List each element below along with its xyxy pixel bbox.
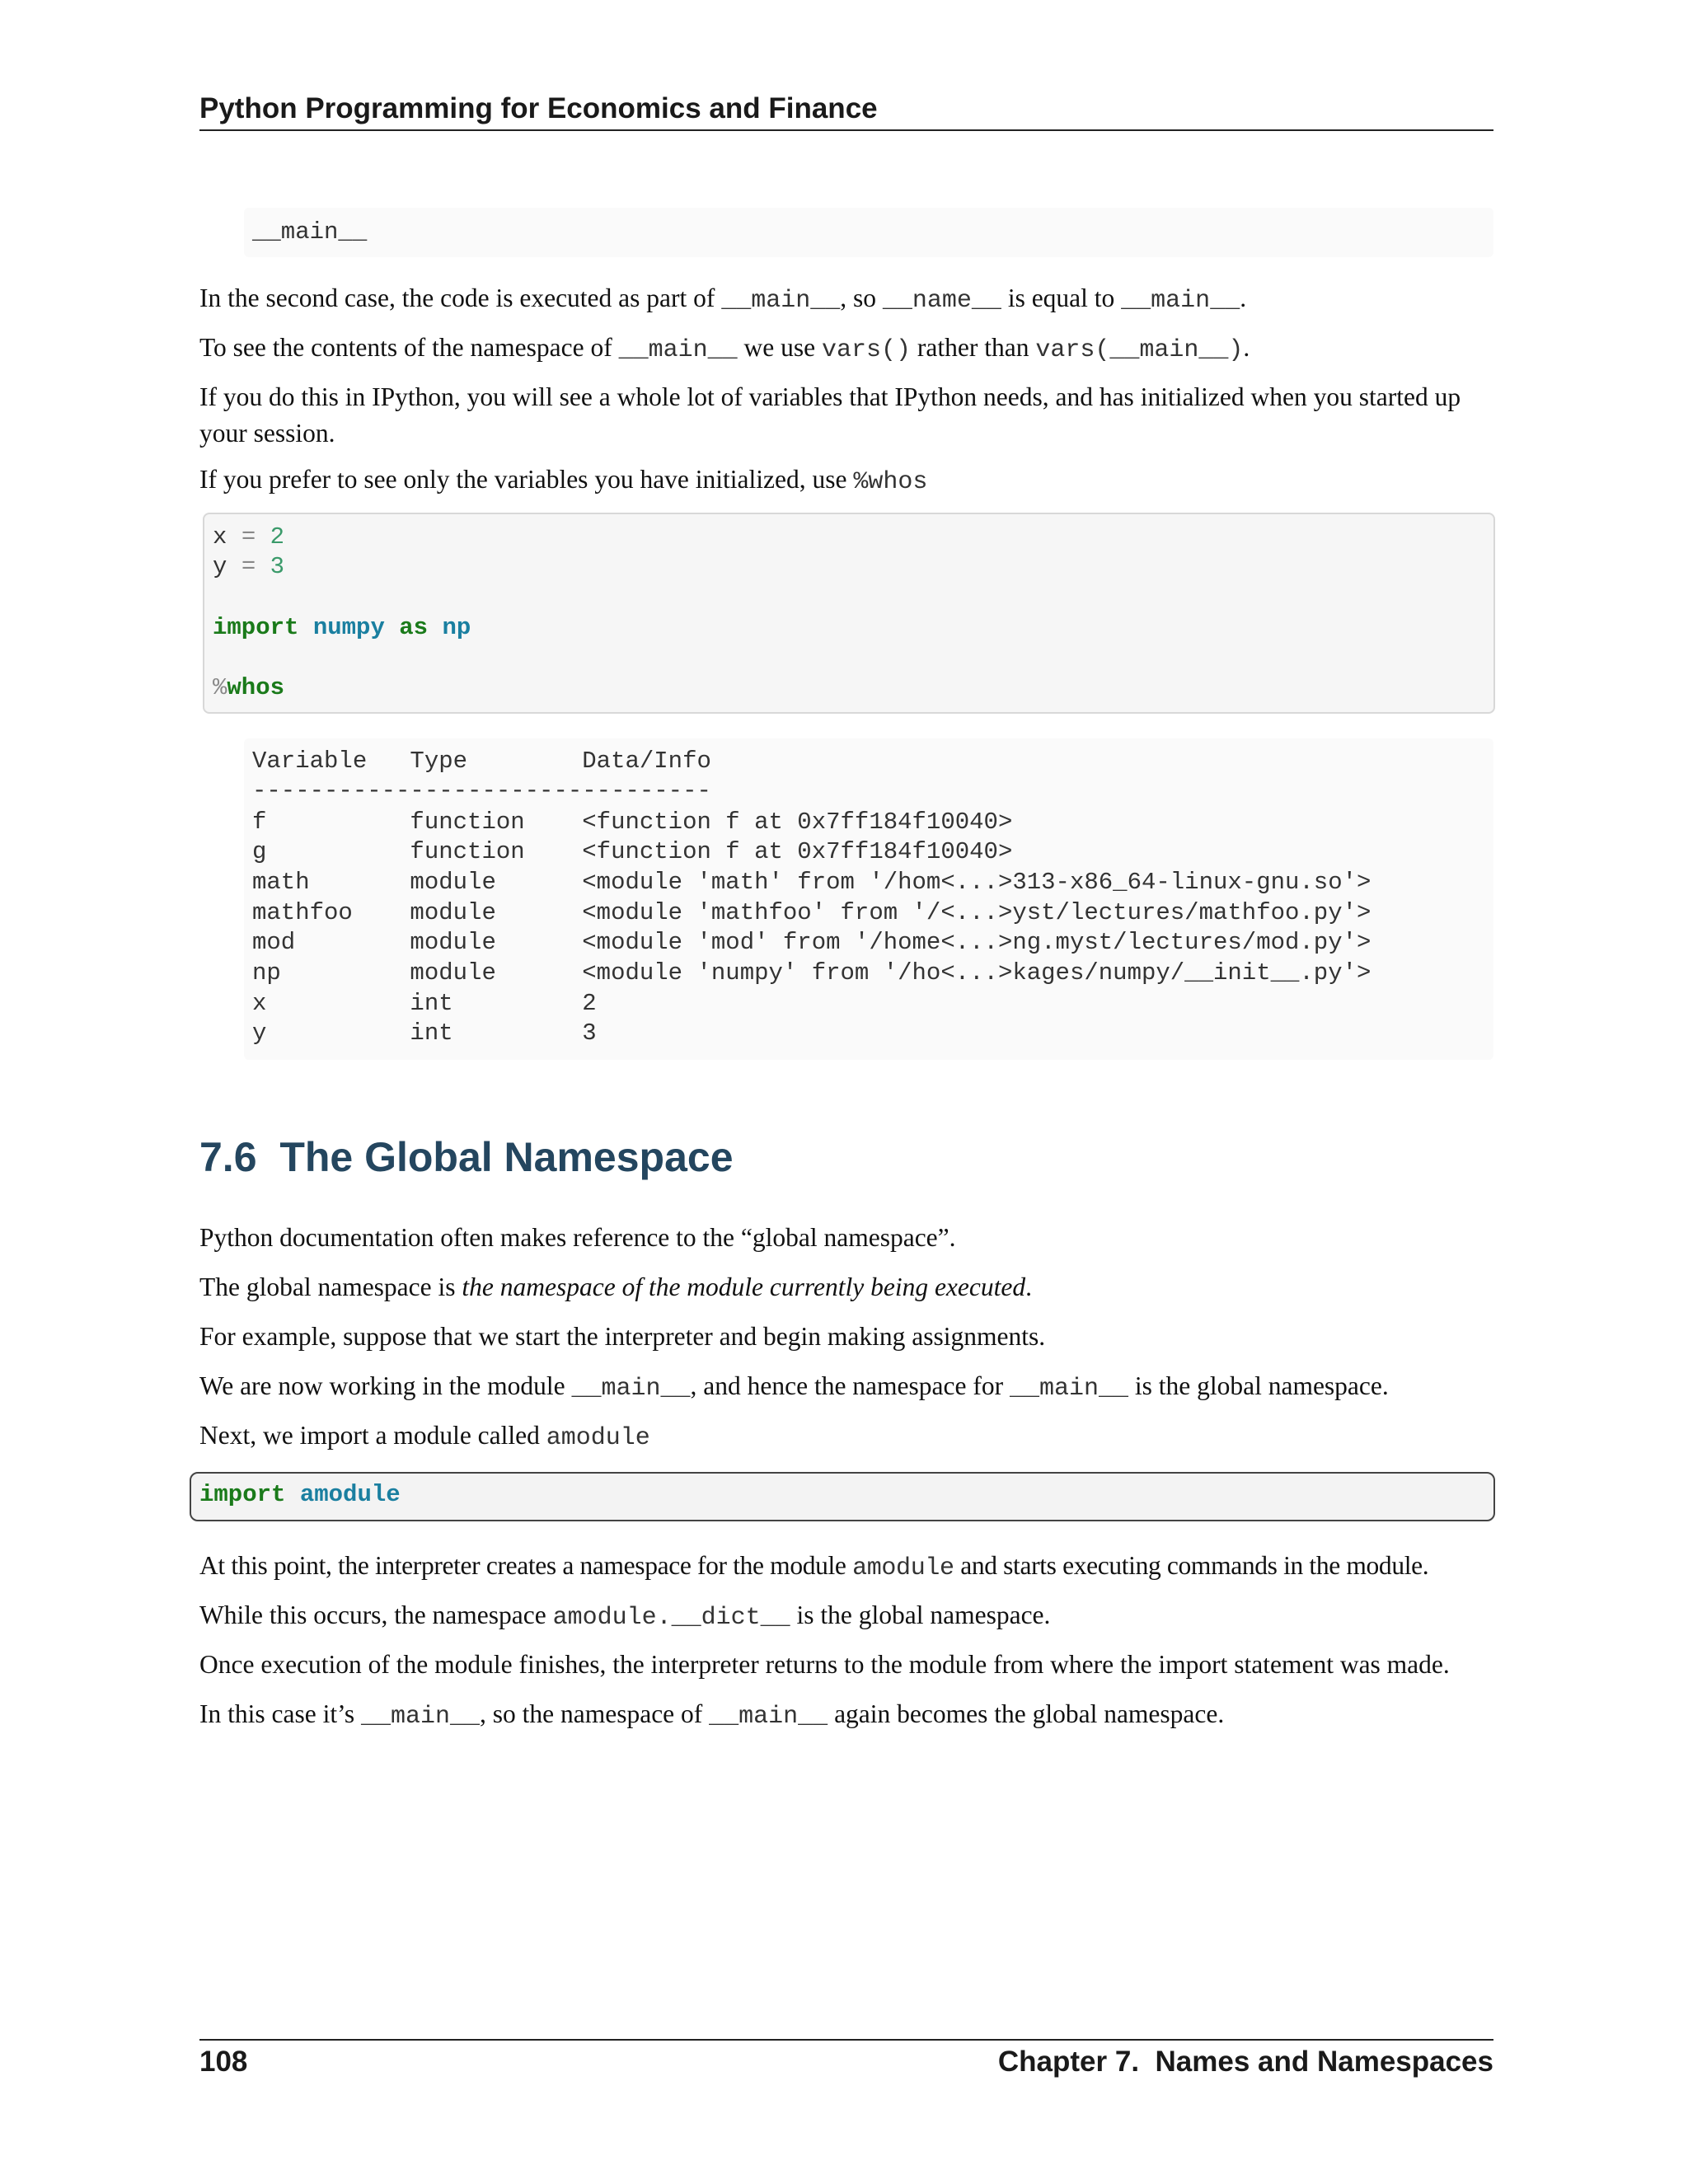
running-header — [199, 92, 1493, 125]
whos-rule: -------------------------------- — [252, 777, 711, 804]
page-number: 108 — [199, 2046, 248, 2078]
paragraph-import-amodule: Next, we import a module called amodule — [199, 1421, 650, 1452]
paragraph-execution-finishes: Once execution of the module finishes, the interpreter returns to the module from where the import statement was made. — [199, 1650, 1450, 1679]
paragraph-amodule-dict: While this occurs, the namespace amodule.__dict__ is the global namespace. — [199, 1601, 1051, 1632]
whos-row: g function <function f at 0x7ff184f10040> — [252, 838, 1013, 865]
whos-row: math module <module 'math' from '/hom<...>313-x86_64-linux-gnu.so'> — [252, 869, 1372, 896]
footer-rule — [199, 2039, 1493, 2041]
paragraph-example: For example, suppose that we start the interpreter and begin making assignments. — [199, 1322, 1046, 1351]
whos-row: np module <module 'numpy' from '/ho<...>kages/numpy/__init__.py'> — [252, 959, 1372, 987]
section-heading — [199, 1133, 734, 1181]
paragraph-creates-namespace: At this point, the interpreter creates a namespace for the module amodule and starts executing commands in the module. — [199, 1551, 1429, 1582]
book-title: Python Programming for Economics and Finance — [199, 92, 878, 124]
section-title: The Global Namespace — [279, 1134, 734, 1180]
whos-row: mod module <module 'mod' from '/home<...>ng.myst/lectures/mod.py'> — [252, 929, 1372, 956]
chapter-title: Chapter 7. Names and Namespaces — [997, 2046, 1493, 2078]
paragraph-global-doc: Python documentation often makes reference to the “global namespace”. — [199, 1223, 956, 1252]
paragraph-second-case: In the second case, the code is executed as part of __main__, so __name__ is equal to __main__. — [199, 284, 1247, 315]
paragraph-main-again: In this case it’s __main__, so the namespace of __main__ again becomes the global namespace. — [199, 1699, 1225, 1731]
paragraph-working-main: We are now working in the module __main__, and hence the namespace for __main__ is the global namespace. — [199, 1371, 1389, 1403]
whos-row: f function <function f at 0x7ff184f10040> — [252, 808, 1013, 836]
header-rule — [199, 129, 1493, 131]
code-line-whos: %whos — [213, 674, 285, 701]
section-number: 7.6 — [199, 1134, 257, 1180]
paragraph-whos: If you prefer to see only the variables you have initialized, use %whos — [199, 465, 928, 496]
output-main-text: __main__ — [252, 218, 368, 246]
output-block-main — [244, 208, 1493, 257]
paragraph-ipython: If you do this in IPython, you will see a whole lot of variables that IPython needs, and has initialized when you started up your session. — [199, 382, 1461, 448]
code-line-x: x = 2 — [213, 523, 285, 551]
code-line-y: y = 3 — [213, 553, 285, 580]
whos-row: mathfoo module <module 'mathfoo' from '/<...>yst/lectures/mathfoo.py'> — [252, 899, 1372, 926]
code-line-import-numpy: import numpy as np — [213, 614, 471, 641]
whos-header: Variable Type Data/Info — [252, 748, 711, 775]
paragraph-global-def: The global namespace is the namespace of the module currently being executed. — [199, 1272, 1032, 1301]
paragraph-vars: To see the contents of the namespace of __main__ we use vars() rather than vars(__main__). — [199, 333, 1250, 364]
whos-row: y int 3 — [252, 1019, 597, 1047]
code-line-import-amodule: import amodule — [199, 1481, 401, 1508]
whos-row: x int 2 — [252, 990, 597, 1017]
